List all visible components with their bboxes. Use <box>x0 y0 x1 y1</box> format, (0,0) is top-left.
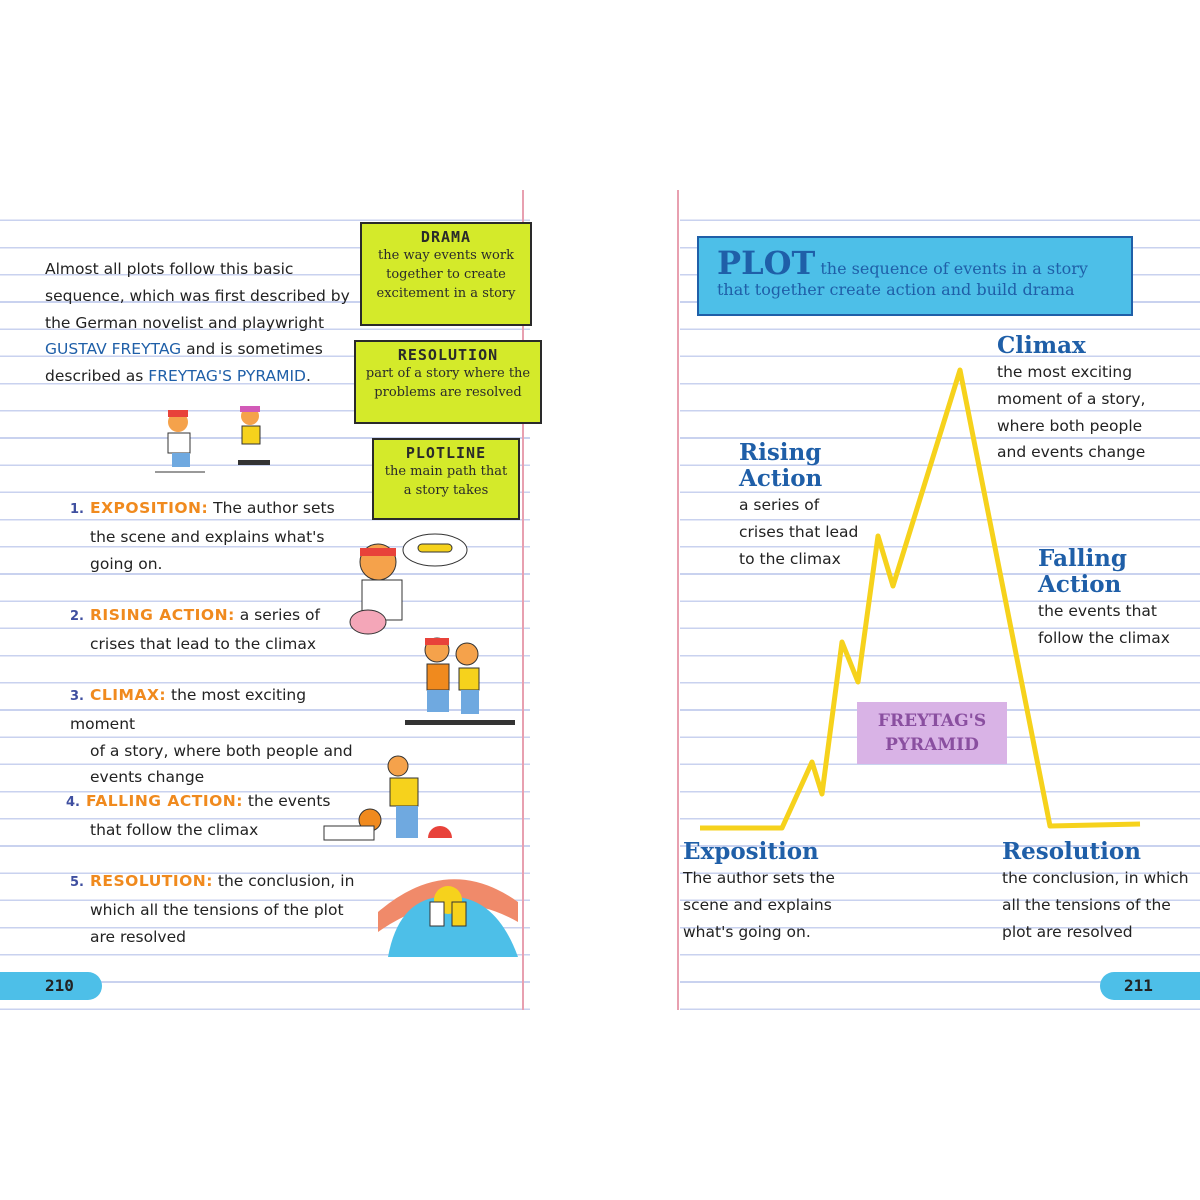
falling-title: Action <box>1038 571 1122 598</box>
falling-action-annotation <box>1038 546 1170 652</box>
plot-definition-line: that together create action and build drama <box>717 280 1075 299</box>
step-number: 1. <box>70 502 84 517</box>
plotline-definition-box <box>372 438 520 520</box>
rising-action-annotation <box>739 440 858 572</box>
intro-line <box>45 363 365 390</box>
step-number: 2. <box>70 609 84 624</box>
step-text: The author sets <box>208 499 335 517</box>
climax-title: Climax <box>997 332 1086 359</box>
intro-line: Almost all plots follow this basic <box>45 260 294 278</box>
freytags-pyramid-label <box>857 702 1007 764</box>
step-term: RISING ACTION: <box>90 606 235 624</box>
box-line: excitement in a story <box>376 286 516 301</box>
box-line: a story takes <box>403 483 489 498</box>
step-exposition <box>70 495 350 577</box>
box-title: DRAMA <box>420 228 472 246</box>
climax-text: the most exciting <box>997 363 1133 381</box>
step-term: FALLING ACTION: <box>86 792 243 810</box>
exposition-text: The author sets the <box>683 869 835 887</box>
step-text: the conclusion, in <box>212 872 355 890</box>
climax-text: and events change <box>997 443 1146 462</box>
page-gutter <box>530 190 680 1010</box>
box-line: the way events work <box>378 248 514 263</box>
step-text: events change <box>90 768 205 787</box>
plot-definition-line: the sequence of events in a story <box>820 259 1088 278</box>
plot-definition-banner <box>697 236 1133 316</box>
step-text: the most exciting moment <box>70 686 307 733</box>
plot-title: PLOT <box>717 244 816 282</box>
step-climax <box>70 682 370 791</box>
intro-line: sequence, which was first described by <box>45 286 350 305</box>
climax-text: where both people <box>997 416 1143 435</box>
rising-text: crises that lead <box>739 522 859 541</box>
climax-annotation <box>997 333 1145 466</box>
falling-text: the events that <box>1038 602 1157 620</box>
step-resolution <box>70 868 360 950</box>
intro-text: and is sometimes <box>181 340 323 359</box>
intro-text: . <box>305 367 311 386</box>
kid-piggy-bank-illustration <box>340 530 470 640</box>
exposition-annotation <box>683 839 835 945</box>
falling-text: follow the climax <box>1038 628 1170 647</box>
step-text: are resolved <box>90 927 186 946</box>
step-term: CLIMAX: <box>90 686 167 704</box>
box-line: part of a story where the <box>365 366 531 381</box>
page-number-right: 211 <box>1100 972 1200 1000</box>
step-text: crises that lead to the climax <box>90 634 317 653</box>
kids-sitting-illustration <box>150 398 280 478</box>
freytag-name: GUSTAV FREYTAG <box>45 340 182 359</box>
rising-title: Action <box>739 465 823 492</box>
step-text: the events <box>242 792 331 810</box>
step-term: RESOLUTION: <box>90 872 213 890</box>
box-title: RESOLUTION <box>397 346 499 364</box>
step-number: 4. <box>66 795 80 810</box>
step-text: a series of <box>234 606 320 624</box>
intro-text: described as <box>45 367 149 386</box>
step-rising-action <box>70 602 350 658</box>
climax-text: moment of a story, <box>997 389 1146 408</box>
step-text: that follow the climax <box>90 820 259 839</box>
sunset-skate-illustration <box>378 862 523 957</box>
exposition-text: what's going on. <box>683 922 811 941</box>
step-term: EXPOSITION: <box>90 499 209 517</box>
step-text: which all the tensions of the plot <box>90 900 344 919</box>
pyramid-label-line: PYRAMID <box>885 735 979 755</box>
resolution-title: Resolution <box>1002 838 1141 865</box>
resolution-text: plot are resolved <box>1002 922 1133 941</box>
box-title: PLOTLINE <box>405 444 487 462</box>
box-line: problems are resolved <box>374 385 522 400</box>
step-number: 5. <box>70 875 84 890</box>
box-line: the main path that <box>384 464 508 479</box>
intro-line: the German novelist and playwright <box>45 313 325 332</box>
resolution-text: the conclusion, in which <box>1002 869 1189 887</box>
falling-title: Falling <box>1038 545 1127 572</box>
pyramid-name: FREYTAG'S PYRAMID <box>148 367 306 386</box>
rising-text: to the climax <box>739 549 841 568</box>
resolution-annotation <box>1002 839 1189 945</box>
box-line: together to create <box>386 267 506 282</box>
drama-definition-box <box>360 222 532 326</box>
exposition-text: scene and explains <box>683 895 832 914</box>
step-falling-action <box>66 788 346 844</box>
intro-paragraph <box>45 256 365 390</box>
resolution-definition-box <box>354 340 542 424</box>
rising-text: a series of <box>739 496 820 514</box>
step-text: going on. <box>90 554 163 573</box>
resolution-text: all the tensions of the <box>1002 895 1171 914</box>
margin-line-right <box>677 190 679 1010</box>
step-text: the scene and explains what's <box>90 527 325 546</box>
step-number: 3. <box>70 689 84 704</box>
pyramid-label-line: FREYTAG'S <box>877 711 987 731</box>
exposition-title: Exposition <box>683 838 819 865</box>
page-number-left: 210 <box>0 972 102 1000</box>
step-text: of a story, where both people and <box>90 741 353 760</box>
intro-line <box>45 336 365 363</box>
rising-title: Rising <box>739 439 822 466</box>
kids-arguing-illustration <box>405 630 525 740</box>
